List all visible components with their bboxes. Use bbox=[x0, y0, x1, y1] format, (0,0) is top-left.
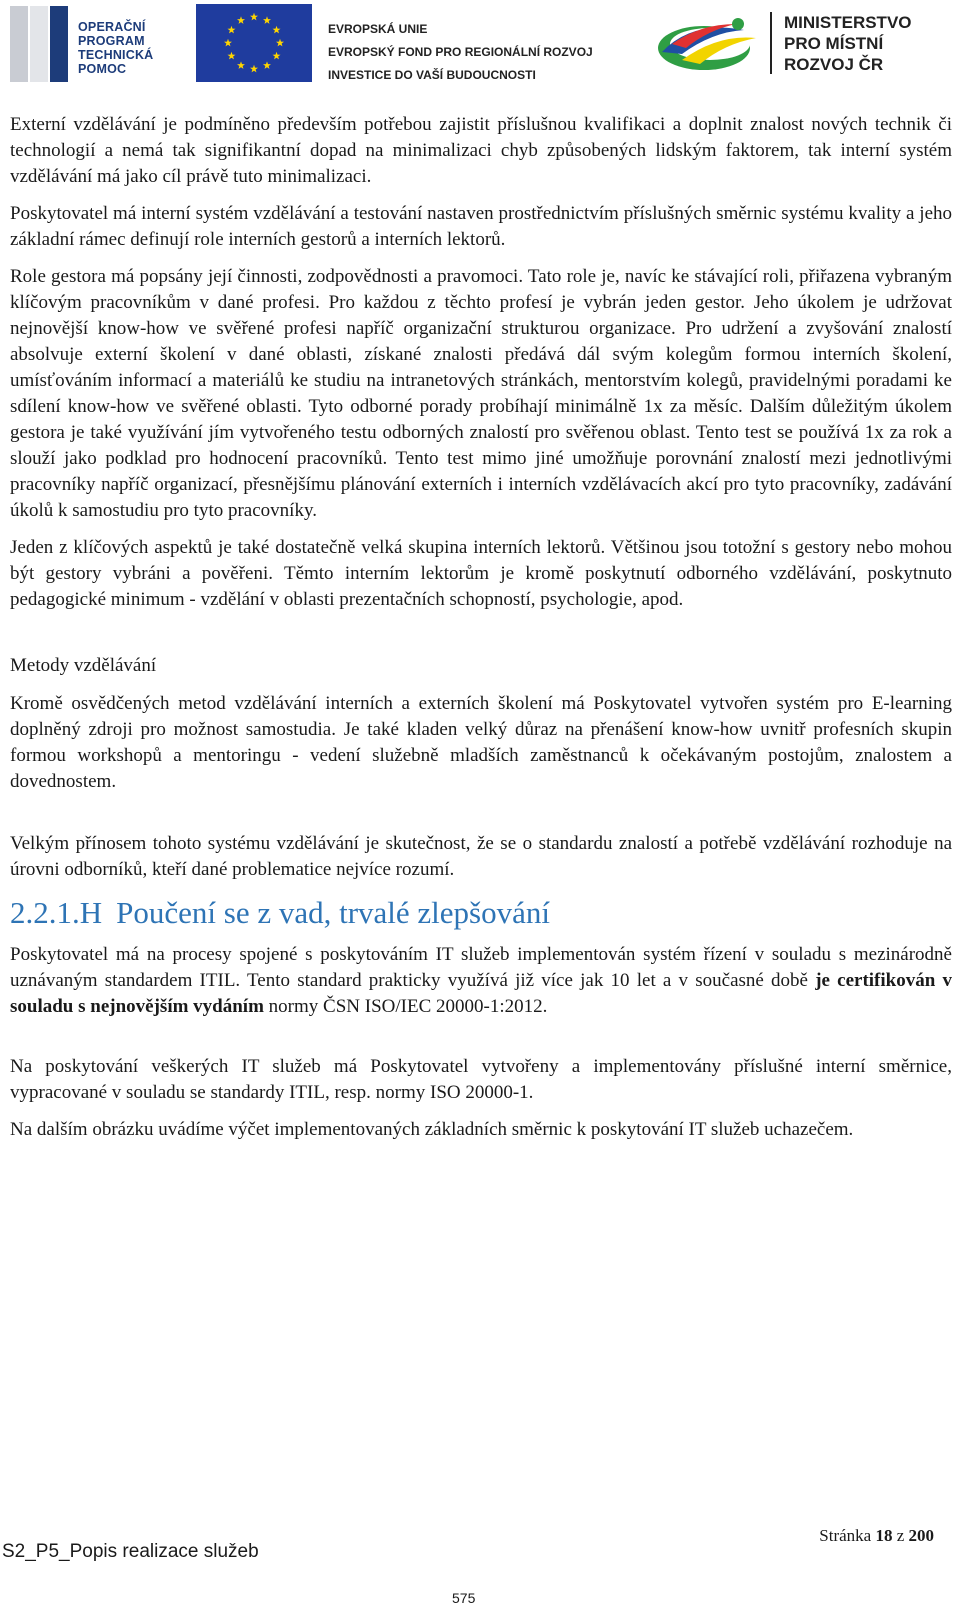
section-title-text: Poučení se z vad, trvalé zlepšování bbox=[116, 895, 550, 930]
footer-document-name: S2_P5_Popis realizace služeb bbox=[2, 1541, 259, 1562]
eu-flag-icon bbox=[196, 4, 312, 82]
eu-logo-text: EVROPSKÁ UNIE EVROPSKÝ FOND PRO REGIONÁLNÍ ROZVOJ INVESTICE DO VAŠÍ BUDOUCNOSTI bbox=[328, 22, 593, 82]
footer-page-counter: Stránka 18 z 200 bbox=[819, 1526, 934, 1545]
paragraph-internal-system: Poskytovatel má interní systém vzdělávání a testování nastaven prostřednictvím příslušných směrnic systému kvality a jeho základní rámec definují role interních gestorů a interních lektorů. bbox=[10, 203, 952, 250]
document-body bbox=[10, 112, 952, 1154]
op-tp-logo-mark bbox=[10, 6, 68, 82]
paragraph-external-training: Externí vzdělávání je podmíněno především potřebou zajistit příslušnou kvalifikaci a doplnit znalost nových technik či technologií a nemá tak signifikantní dopad na minimalizaci chyb způsobených lidským faktorem, tak interní systém vzdělávání má jako cíl právě tuto minimalizaci. bbox=[10, 114, 952, 187]
subheading-training-methods: Metody vzdělávání bbox=[10, 655, 157, 676]
section-number: 2.2.1.H bbox=[10, 895, 103, 930]
mmr-logo-divider bbox=[770, 12, 772, 74]
certification-emphasis: je certifikován v souladu s nejnovějším vydáním bbox=[10, 970, 952, 1017]
paragraph-system-benefit: Velkým přínosem tohoto systému vzdělávání je skutečnost, že se o standardu znalostí a potřebě vzdělávání rozhoduje na úrovni odborníků, kteří dané problematice nejvíce rozumí. bbox=[10, 833, 952, 880]
section-heading bbox=[10, 894, 952, 932]
paragraph-itil-certification: Poskytovatel má na procesy spojené s poskytováním IT služeb implementován systém řízení v souladu s mezinárodně uznávaným standardem ITIL. Tento standard prakticky využívá již více jak 10 let a v současné době je certifikován v souladu s nejnovějším vydáním normy ČSN ISO/IEC 20000-1:2012. bbox=[10, 944, 952, 1017]
total-pages: 200 bbox=[908, 1526, 934, 1545]
paragraph-internal-directives: Na poskytování veškerých IT služeb má Poskytovatel vytvořeny a implementovány příslušné interní směrnice, vypracované v souladu se standardy ITIL, resp. normy ISO 20000-1. bbox=[10, 1056, 952, 1103]
paragraph-training-methods: Kromě osvědčených metod vzdělávání interních a externích školení má Poskytovatel vytvořen systém pro E-learning doplněný zdroji pro možnost samostudia. Je také kladen velký důraz na přenášení know-how uvnitř profesních skupin formou workshopů a mentoringu - vedení služebně mladších zaměstnanců k očekávaným postojům, znalostem a dovednostem. bbox=[10, 693, 952, 792]
paragraph-internal-lecturers: Jeden z klíčových aspektů je také dostatečně velká skupina interních lektorů. Většinou jsou totožní s gestory nebo mohou být gestory vybráni a pověřeni. Těmto interním lektorům je kromě poskytnutí odborného vzdělávání, poskytnuto pedagogické minimum - vzdělání v oblasti prezentačních schopností, psychologie, apod. bbox=[10, 537, 952, 610]
mmr-logo-text: MINISTERSTVO PRO MÍSTNÍ ROZVOJ ČR bbox=[784, 13, 912, 74]
current-page: 18 bbox=[875, 1526, 893, 1545]
op-tp-logo-text: OPERAČNÍ PROGRAM TECHNICKÁ POMOC bbox=[78, 20, 154, 76]
paragraph-gestor-role: Role gestora má popsány její činnosti, zodpovědnosti a pravomoci. Tato role je, navíc ke stávající roli, přiřazena vybraným klíčovým pracovníkům v dané profesi. Pro každou z těchto profesí je vybrán jeden gestor. Jeho úkolem je udržovat nejnovější know-how ve svěřené profesi napříč organizační strukturou organizace. Pro udržení a zvyšování znalostí absolvuje externí školení v dané oblasti, získané znalosti předává dál svým kolegům formou interních školení, umísťováním informací a materiálů ke studiu na intranetových stránkách, mentorstvím kolegů, pravidelnými poradami ke sdílení know-how ve svěřené oblasti. Tyto odborné porady probíhají minimálně 1x za měsíc. Dalším důležitým úkolem gestora je také využívání jím vytvořeného testu odborných znalostí pro svěřenou oblast. Tento test se používá 1x za rok a slouží jako podklad pro hodnocení pracovníků. Tento test mimo jiné umožňuje porovnání znalostí mezi jednotlivými pracovníky napříč organizací, přesnějšímu plánování externích i interních vzdělávacích akcí pro tyto pracovníky, zadávání úkolů k samostudiu pro tyto pracovníky. bbox=[10, 266, 952, 521]
paragraph-directives-list-intro: Na dalším obrázku uvádíme výčet implementovaných základních směrnic k poskytování IT služeb uchazečem. bbox=[10, 1119, 854, 1140]
mmr-logo-mark-icon bbox=[652, 8, 764, 82]
bottom-page-number: 575 bbox=[452, 1590, 476, 1606]
page-header bbox=[0, 0, 960, 90]
